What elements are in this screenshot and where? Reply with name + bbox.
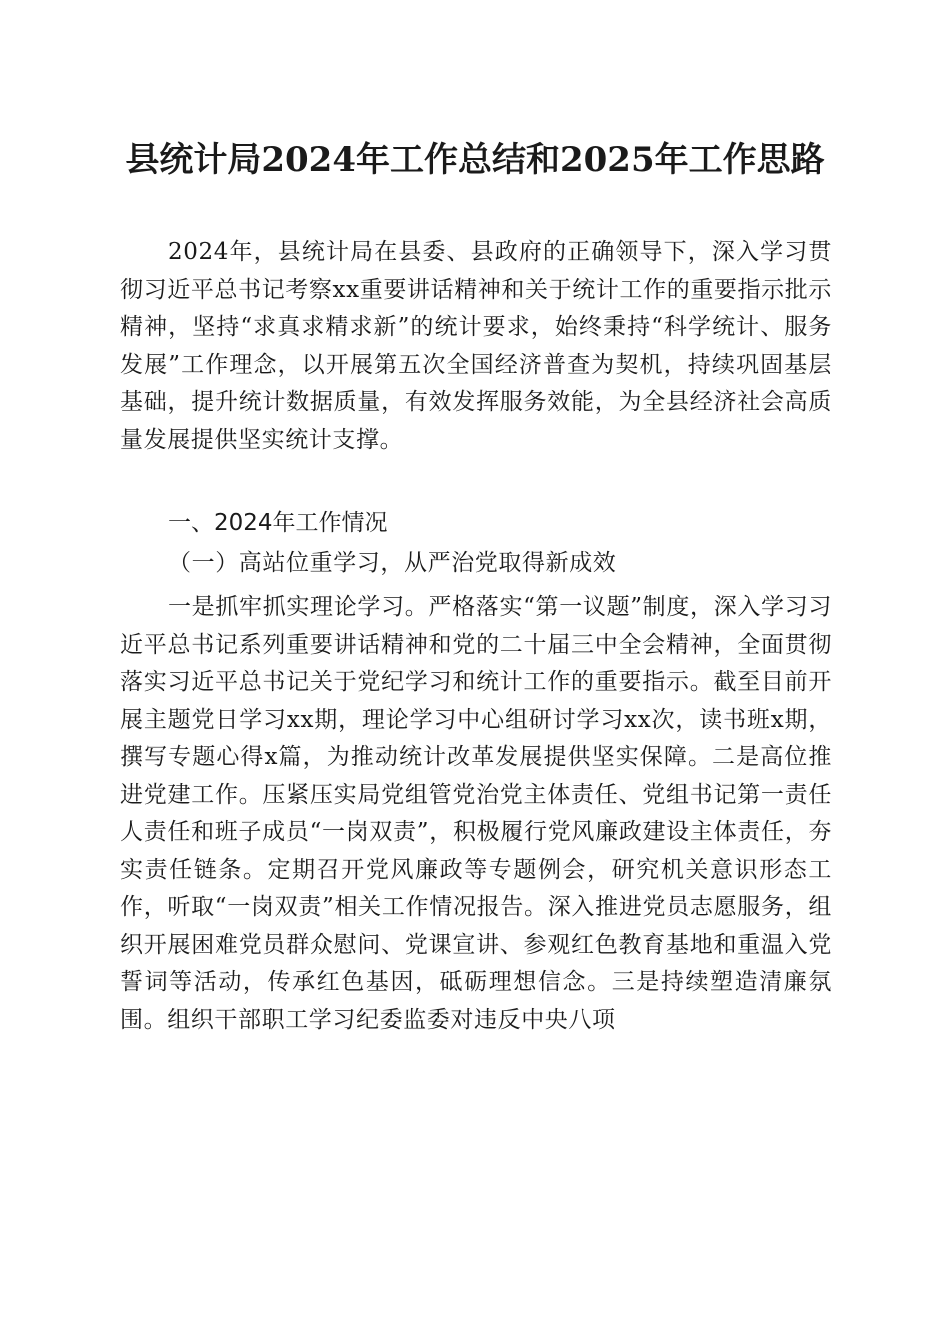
subsection-heading: （一）高站位重学习，从严治党取得新成效: [168, 550, 617, 576]
section-heading: 一、2024年工作情况: [168, 510, 388, 536]
body-paragraph: 一是抓牢抓实理论学习。严格落实“第一议题”制度，深入学习习近平总书记系列重要讲话精神和党的二十届三中全会精神，全面贯彻落实习近平总书记关于党纪学习和统计工作的重要指示。截至目前开展主题党日学习xx期，理论学习中心组研讨学习xx次，读书班x期，撰写专题心得x篇，为推动统计改革发展提供坚实保障。二是高位推进党建工作。压紧压实局党组管党治党主体责任、党组书记第一责任人责任和班子成员“一岗双责”，积极履行党风廉政建设主体责任，夯实责任链条。定期召开党风廉政等专题例会，研究机关意识形态工作，听取“一岗双责”相关工作情况报告。深入推进党员志愿服务，组织开展困难党员群众慰问、党课宣讲、参观红色教育基地和重温入党誓词等活动，传承红色基因，砥砺理想信念。三是持续塑造清廉氛围。组织干部职工学习纪委监委对违反中央八项: [120, 594, 832, 1033]
document-title: 县统计局2024年工作总结和2025年工作思路: [125, 140, 825, 180]
intro-paragraph: 2024年，县统计局在县委、县政府的正确领导下，深入学习贯彻习近平总书记考察xx重要讲话精神和关于统计工作的重要指示批示精神，坚持“求真求精求新”的统计要求，始终秉持“科学统计、服务发展”工作理念，以开展第五次全国经济普查为契机，持续巩固基层基础，提升统计数据质量，有效发挥服务效能，为全县经济社会高质量发展提供坚实统计支撑。: [120, 239, 832, 453]
